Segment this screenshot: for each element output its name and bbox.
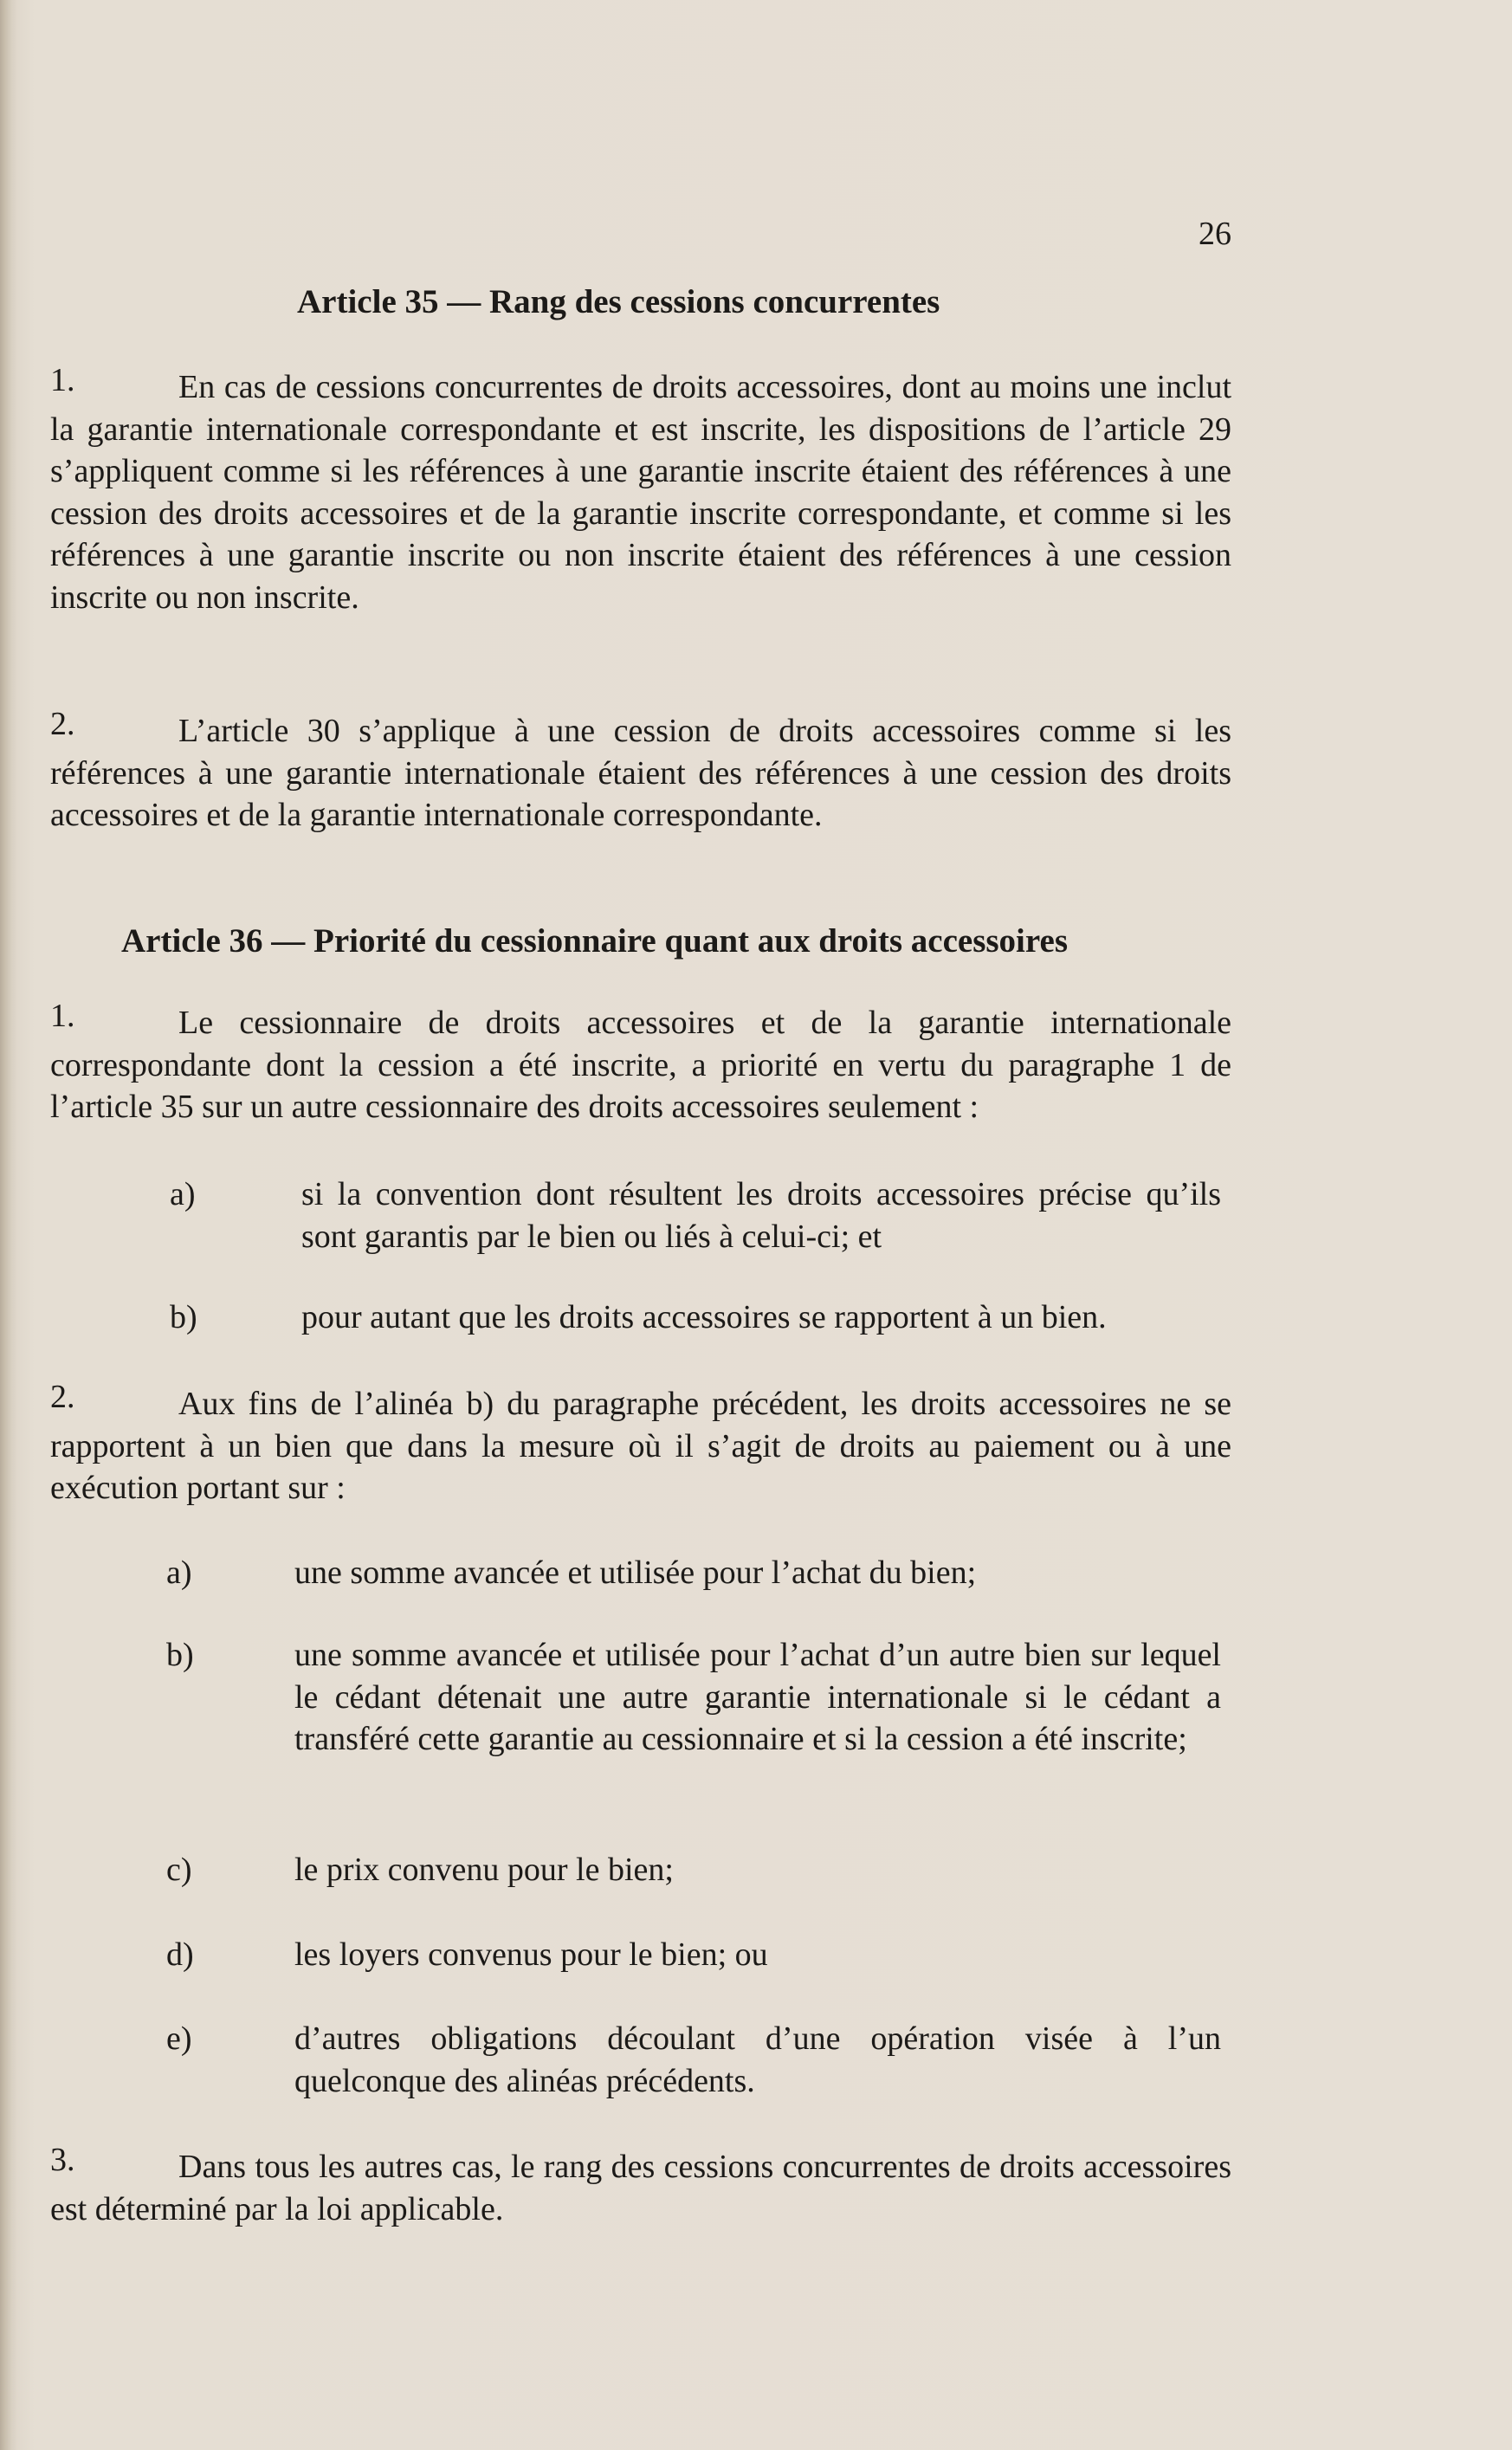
item-text: si la convention dont résultent les droits accessoires précise qu’ils sont garantis par le bien ou liés à celui-ci; et [301, 1176, 1221, 1255]
item-letter: e) [166, 2020, 192, 2057]
item-text: pour autant que les droits accessoires se rapportent à un bien. [301, 1299, 1107, 1335]
item-text: les loyers convenus pour le bien; ou [294, 1936, 768, 1973]
item-text: d’autres obligations découlant d’une opération visée à l’un quelconque des alinéas précédents. [294, 2020, 1221, 2099]
paragraph-number: 3. [50, 2142, 75, 2178]
article-36-paragraph-1 [50, 998, 1231, 1128]
paragraph-number: 1. [50, 362, 75, 398]
item-letter: a) [170, 1176, 196, 1212]
article-36-heading: Article 36 — Priorité du cessionnaire quant aux droits accessoires [121, 922, 1068, 960]
paragraph-text: En cas de cessions concurrentes de droits accessoires, dont au moins une inclut la garantie internationale correspondante et est inscrite, les dispositions de l’article 29 s’appliquent comme si les références à une garantie inscrite étaient des références à une cession des droits accessoires et de la garantie inscrite correspondante, et comme si les références à une garantie inscrite ou non inscrite étaient des références à une cession inscrite ou non inscrite. [50, 369, 1231, 616]
paragraph-number: 2. [50, 706, 75, 742]
paragraph-number: 2. [50, 1379, 75, 1415]
paragraph-text: L’article 30 s’applique à une cession de droits accessoires comme si les références à une garantie internationale étaient des références à une cession des droits accessoires et de la garantie internationale correspondante. [50, 713, 1231, 833]
article-35-paragraph-2 [50, 706, 1231, 837]
paragraph-text: Dans tous les autres cas, le rang des cessions concurrentes de droits accessoires est déterminé par la loi applicable. [50, 2149, 1231, 2227]
item-letter: a) [166, 1555, 192, 1591]
article-36-paragraph-2 [50, 1379, 1231, 1509]
item-text: une somme avancée et utilisée pour l’achat d’un autre bien sur lequel le cédant détenait une autre garantie internationale si le cédant a transféré cette garantie au cessionnaire et si la cession a été inscrite; [294, 1637, 1221, 1757]
page-number: 26 [1199, 216, 1231, 252]
article-35-paragraph-1 [50, 362, 1231, 618]
paragraph-text: Aux fins de l’alinéa b) du paragraphe précédent, les droits accessoires ne se rapportent à un bien que dans la mesure où il s’agit de droits au paiement ou à une exécution portant sur : [50, 1386, 1231, 1506]
item-letter: b) [170, 1299, 197, 1335]
article-36-paragraph-3 [50, 2142, 1231, 2230]
item-text: une somme avancée et utilisée pour l’achat du bien; [294, 1555, 977, 1591]
item-text: le prix convenu pour le bien; [294, 1852, 674, 1888]
paragraph-number: 1. [50, 998, 75, 1034]
article-35-heading: Article 35 — Rang des cessions concurrentes [297, 283, 940, 320]
item-letter: b) [166, 1637, 194, 1673]
item-letter: d) [166, 1936, 194, 1973]
paragraph-text: Le cessionnaire de droits accessoires et de la garantie internationale correspondante dont la cession a été inscrite, a priorité en vertu du paragraphe 1 de l’article 35 sur un autre cessionnaire des droits accessoires seulement : [50, 1005, 1231, 1125]
book-binding-edge [0, 0, 17, 2450]
item-letter: c) [166, 1852, 192, 1888]
